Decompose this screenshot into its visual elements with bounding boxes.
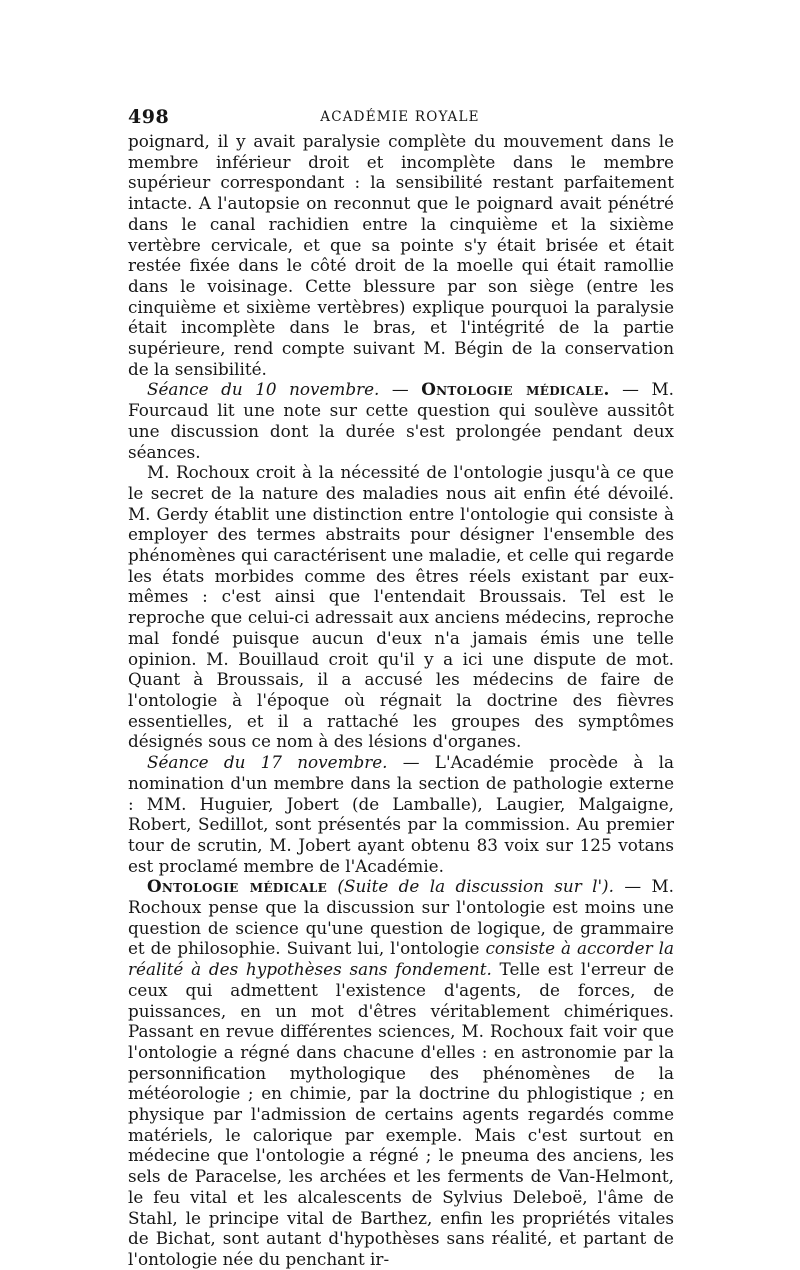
paragraph-autopsy [128,131,674,379]
paragraph-text: — M. Rochoux pense que la discussion sur l'ontologie est moins une question de science qu'une question de logique, de grammaire et de philosophie. Suivant lui, l'ontologie [128,876,674,959]
body-text [128,131,674,1270]
paragraph-text: — M. Fourcaud lit une note sur cette question qui soulève aussitôt une discussion dont la durée s'est prolongée pendant deux séances. [128,379,674,462]
paragraph-text: Telle est l'erreur de ceux qui admettent l'existence d'agents, de forces, de puissances, en un mot d'êtres véritablement chimériques. Passant en revue différentes sciences, M. Rochoux fait voir que l'ontologie a régné dans chacune d'elles : en astronomie par la personnification mythologique des phénomènes de la météorologie ; en chimie, par la doctrine du phlogistique ; en physique par l'admission de certains agents regardés comme matériels, le calorique par exemple. Mais c'est surtout en médecine que l'ontologie a régné ; le pneuma des anciens, les sels de Paracelse, les archées et les ferments de Van-Helmont, le feu vital et les alcalescents de Sylvius Deleboë, l'âme de Stahl, le principe vital de Barthez, enfin les propriétés vitales de Bichat, sont autant d'hypothèses sans réalité, et partant de l'ontologie née du penchant ir- [128,959,674,1269]
paragraph-text: poignard, il y avait paralysie complète du mouvement dans le membre inférieur droit et incomplète dans le membre supérieur correspondant : la sensibilité restant parfaitement intacte. A l'autopsie on reconnut que le poignard avait pénétré dans le canal rachidien entre la cinquième et la sixième vertèbre cervicale, et que sa pointe s'y était brisée et était restée fixée dans le côté droit de la moelle qui était ramollie dans le voisinage. Cette blessure par son siège (entre les cinquième et sixième vertèbres) explique pourquoi la paralysie était incomplète dans le bras, et l'intégrité de la partie supérieure, rend compte suivant M. Bégin de la conservation de la sensibilité. [128,131,674,379]
seance-date: Séance du 17 novembre. [147,752,388,773]
paragraph-seance-17-novembre [128,752,674,876]
paragraph-ontologie-suite [128,876,674,1269]
running-head: ACADÉMIE ROYALE [320,109,480,125]
page-number: 498 [128,106,170,128]
section-subtitle: (Suite de la discussion sur l'). [327,876,614,897]
section-topic: Ontologie médicale. [421,379,610,400]
page-header [128,106,672,130]
paragraph-text: M. Rochoux croit à la nécessité de l'ontologie jusqu'à ce que le secret de la nature des maladies nous ait enfin été dévoilé. M. Gerdy établit une distinction entre l'ontologie qui consiste à employer des termes abstraits pour désigner l'ensemble des phénomènes qui caractérisent une maladie, et celle qui regarde les états morbides comme des êtres réels existant par eux-mêmes : c'est ainsi que l'entendait Broussais. Tel est le reproche que celui-ci adressait aux anciens médecins, reproche mal fondé puisque aucun d'eux n'a jamais émis une telle opinion. M. Bouillaud croit qu'il y a ici une dispute de mot. Quant à Broussais, il a accusé les médecins de faire de l'ontologie à l'époque où régnait la doctrine des fièvres essentielles, et il a rattaché les groupes des symptômes désignés sous ce nom à des lésions d'organes. [128,462,674,752]
seance-date: Séance du 10 novembre. [147,379,380,400]
paragraph-text: — L'Académie procède à la nomination d'un membre dans la section de pathologie externe : MM. Huguier, Jobert (de Lamballe), Laugier, Malgaigne, Robert, Sedillot, sont présentés par la commission. Au premier tour de scrutin, M. Jobert ayant obtenu 83 voix sur 125 votans est proclamé membre de l'Académie. [128,752,674,876]
emphasized-definition: consiste à accorder la réalité à des hypothèses sans fondement. [128,938,674,980]
paragraph-seance-10-novembre [128,379,674,462]
paragraph-rochoux-gerdy [128,462,674,752]
dash: — [379,379,422,400]
section-topic: Ontologie médicale [147,876,328,897]
